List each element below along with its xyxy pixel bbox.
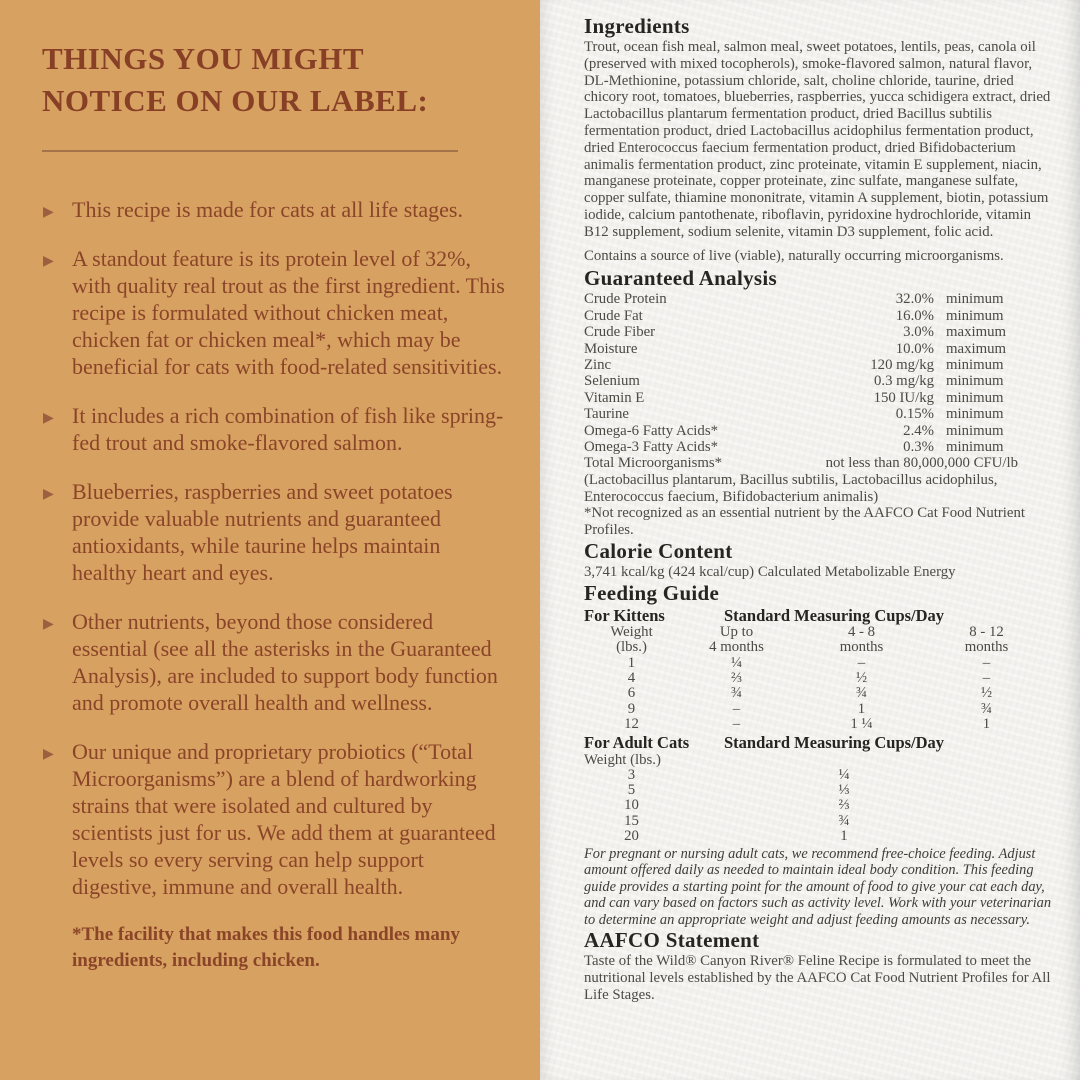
- notice-item: [42, 402, 510, 456]
- notice-item: [42, 196, 510, 223]
- ga-qualifier: minimum: [946, 373, 1004, 390]
- col-header: Up to 4 months: [709, 623, 764, 656]
- notice-text: A standout feature is its protein level of 32%, with quality real trout as the first ingredient. This recipe is formulated without chicken meat, chicken fat or chicken meal*, which may be beneficial for cats with food-related sensitivities.: [72, 246, 505, 379]
- kitten-cups: ¼: [730, 655, 743, 671]
- adult-weight: 20: [624, 827, 639, 844]
- feeding-guide-note: For pregnant or nursing adult cats, we recommend free-choice feeding. Adjust amount offered daily as needed to maintain ideal body condition. This feeding guide provides a starting point for the amount of food to give your cat each day, and can vary based on factors such as activity level. Work with your veterinarian to determine an appropriate weight and adjust feeding amounts as necessary.: [584, 846, 1052, 928]
- ga-row: [584, 439, 1018, 455]
- ga-qualifier: minimum: [946, 439, 1004, 456]
- ga-nutrient: Crude Fiber: [584, 324, 656, 341]
- kitten-cups: ¾: [980, 700, 993, 717]
- facility-footnote: *The facility that makes this food handles many ingredients, including chicken.: [72, 924, 460, 971]
- adult-cups: ¼: [838, 767, 850, 784]
- ga-value: 2.4%: [903, 422, 934, 439]
- kitten-weight: 1: [627, 655, 636, 671]
- ga-qualifier: minimum: [946, 291, 1004, 308]
- bullet-arrow-icon: ▶: [43, 253, 54, 269]
- adult-weight: 5: [627, 782, 636, 799]
- notice-text: Blueberries, raspberries and sweet potatoes provide valuable nutrients and guaranteed antioxidants, while taurine helps maintain healthy heart and eyes.: [72, 479, 453, 585]
- adults-weight-label: Weight (lbs.): [584, 752, 661, 769]
- notice-item: [42, 608, 510, 716]
- kitten-cups: 1: [857, 700, 866, 717]
- ga-value: 16.0%: [895, 307, 934, 324]
- ga-nutrient: Selenium: [584, 373, 640, 390]
- bullet-arrow-icon: ▶: [43, 746, 54, 762]
- ga-qualifier: minimum: [946, 389, 1004, 406]
- title-divider: [42, 150, 458, 152]
- ga-nutrient: Crude Fat: [584, 307, 643, 324]
- guaranteed-analysis-heading: Guaranteed Analysis: [584, 266, 777, 291]
- ga-qualifier: minimum: [946, 356, 1004, 373]
- notice-text: Other nutrients, beyond those considered essential (see all the asterisks in the Guaranteed Analysis), are included to support body function and promote overall health and wellness.: [72, 609, 498, 715]
- kittens-table: [584, 625, 1052, 732]
- adult-weight: 10: [624, 797, 639, 814]
- guaranteed-analysis-table: [584, 291, 1052, 471]
- ga-row: [584, 291, 1018, 307]
- calorie-content-text: 3,741 kcal/kg (424 kcal/cup) Calculated Metabolizable Energy: [584, 564, 956, 581]
- ga-value: 0.3%: [903, 439, 934, 456]
- notice-item: [42, 478, 510, 586]
- ingredients-heading: Ingredients: [584, 14, 690, 38]
- kitten-cups: ½: [855, 670, 868, 687]
- ga-nutrient: Zinc: [584, 356, 612, 373]
- adults-cups-label: Standard Measuring Cups/Day: [724, 733, 945, 753]
- ingredients-text: Trout, ocean fish meal, salmon meal, sweet potatoes, lentils, peas, canola oil (preserved with mixed tocopherols), smoke-flavored salmon, natural flavor, DL-Methionine, potassium chloride, salt, choline chloride, taurine, dried chicory root, tomatoes, blueberries, raspberries, yucca schidigera extract, dried Lactobacillus plantarum fermentation product, dried Bacillus subtilis fermentation product, dried Lactobacillus acidophilus fermentation product, dried Enterococcus faecium fermentation product, dried Bifidobacterium animalis fermentation product, zinc proteinate, vitamin E supplement, niacin, manganese proteinate, copper proteinate, zinc sulfate, manganese sulfate, copper sulfate, thiamine mononitrate, vitamin A supplement, biotin, potassium iodide, calcium pantothenate, riboflavin, pyridoxine hydrochloride, vitamin B12 supplement, sodium selenite, vitamin D3 supplement, folic acid.: [584, 39, 1051, 240]
- notice-text: Our unique and proprietary probiotics (“Total Microorganisms”) are a blend of hardworking strains that were isolated and cultured by scientists just for us. We add them at guaranteed levels so every serving can help support digestive, immune and overall health.: [72, 739, 496, 899]
- kitten-cups: –: [732, 700, 741, 717]
- ga-qualifier: minimum: [946, 406, 1004, 423]
- ga-row: [584, 406, 1018, 422]
- adult-cups: ⅓: [838, 782, 850, 799]
- kittens-header: [584, 606, 1052, 625]
- notice-item: [42, 245, 510, 380]
- adult-cups: 1: [840, 827, 848, 844]
- guaranteed-analysis-section: [584, 266, 1052, 539]
- ga-value: 0.15%: [895, 406, 934, 423]
- aafco-section: [584, 928, 1052, 1003]
- ga-row: [584, 423, 1018, 439]
- ga-parenthetical: (Lactobacillus plantarum, Bacillus subtilis, Lactobacillus acidophilus, Enterococcus faecium, Bifidobacterium animalis): [584, 471, 998, 505]
- kittens-label: For Kittens: [584, 605, 665, 625]
- kitten-cups: –: [982, 655, 991, 671]
- right-panel: [540, 0, 1080, 1080]
- ga-qualifier: maximum: [946, 340, 1007, 357]
- kitten-cups: –: [982, 670, 991, 687]
- adult-weight: 3: [627, 767, 636, 784]
- adult-cups: ⅔: [838, 797, 850, 814]
- kitten-cups: ¾: [730, 685, 743, 702]
- kitten-weight: 12: [624, 715, 639, 732]
- kittens-cups-label: Standard Measuring Cups/Day: [724, 605, 945, 625]
- bullet-arrow-icon: ▶: [43, 486, 54, 502]
- ga-row: [584, 324, 1018, 340]
- title-line-1: THINGS YOU MIGHT: [42, 41, 365, 76]
- ga-qualifier: maximum: [946, 324, 1007, 341]
- adult-weight: 15: [624, 812, 639, 829]
- ga-row: [584, 341, 1018, 357]
- ga-total-row: [584, 455, 1018, 471]
- feeding-guide-heading: Feeding Guide: [584, 580, 720, 605]
- notice-list: [42, 196, 510, 900]
- kitten-cups: ¾: [855, 685, 868, 702]
- ga-value: 120 mg/kg: [870, 356, 934, 373]
- ga-row: [584, 390, 1018, 406]
- notice-text: This recipe is made for cats at all life stages.: [72, 197, 463, 222]
- ga-value: 10.0%: [895, 340, 934, 357]
- ga-nutrient: Crude Protein: [584, 291, 667, 308]
- ga-value: 150 IU/kg: [873, 389, 934, 406]
- ga-nutrient: Moisture: [584, 340, 638, 357]
- feeding-guide-section: [584, 581, 1052, 928]
- title-line-2: NOTICE ON OUR LABEL:: [42, 83, 429, 118]
- ga-value: 32.0%: [895, 291, 934, 308]
- ga-value: 3.0%: [903, 324, 934, 341]
- ga-nutrient: Vitamin E: [584, 389, 645, 406]
- kitten-weight: 4: [627, 670, 636, 687]
- kitten-cups: –: [857, 655, 866, 671]
- col-header: 8 - 12 months: [964, 623, 1009, 656]
- kitten-cups: ½: [980, 685, 993, 702]
- bullet-arrow-icon: ▶: [43, 616, 54, 632]
- calorie-content-section: [584, 539, 1052, 581]
- kitten-cups: 1: [982, 715, 991, 732]
- ingredients-section: [584, 14, 1052, 264]
- microorganisms-note: Contains a source of live (viable), naturally occurring microorganisms.: [584, 247, 1004, 264]
- adult-cups: ¾: [838, 812, 850, 829]
- ga-nutrient: Omega-3 Fatty Acids*: [584, 439, 718, 456]
- adults-label: For Adult Cats: [584, 733, 690, 753]
- ga-row: [584, 308, 1018, 324]
- ga-qualifier: minimum: [946, 422, 1004, 439]
- aafco-heading: AAFCO Statement: [584, 928, 760, 953]
- ga-footnote: *Not recognized as an essential nutrient by the AAFCO Cat Food Nutrient Profiles.: [584, 505, 1025, 539]
- adults-table: [584, 768, 1052, 844]
- ga-nutrient: Total Microorganisms*: [584, 455, 723, 472]
- kitten-weight: 6: [627, 685, 636, 702]
- kitten-weight: 9: [627, 700, 636, 717]
- ga-row: [584, 373, 1018, 389]
- kitten-cups: 1 ¼: [850, 715, 873, 732]
- ga-nutrient: Omega-6 Fatty Acids*: [584, 422, 718, 439]
- ga-nutrient: Taurine: [584, 406, 629, 423]
- ga-qualifier: minimum: [946, 307, 1004, 324]
- col-header: 4 - 8 months: [839, 623, 884, 656]
- ga-value: not less than 80,000,000 CFU/lb: [825, 455, 1018, 472]
- left-panel-title: [42, 38, 510, 122]
- kitten-cups: –: [732, 715, 741, 732]
- aafco-text: Taste of the Wild® Canyon River® Feline Recipe is formulated to meet the nutritional levels established by the AAFCO Cat Food Nutrient Profiles for All Life Stages.: [584, 953, 1051, 1003]
- notice-item: [42, 738, 510, 900]
- col-header: Weight (lbs.): [610, 623, 653, 656]
- calorie-content-heading: Calorie Content: [584, 539, 733, 564]
- kitten-cups: ⅔: [730, 670, 743, 687]
- adults-header: [584, 733, 1052, 752]
- ga-value: 0.3 mg/kg: [873, 373, 934, 390]
- ga-row: [584, 357, 1018, 373]
- bullet-arrow-icon: ▶: [43, 410, 54, 426]
- notice-text: It includes a rich combination of fish like spring-fed trout and smoke-flavored salmon.: [72, 403, 504, 455]
- bullet-arrow-icon: ▶: [43, 204, 54, 220]
